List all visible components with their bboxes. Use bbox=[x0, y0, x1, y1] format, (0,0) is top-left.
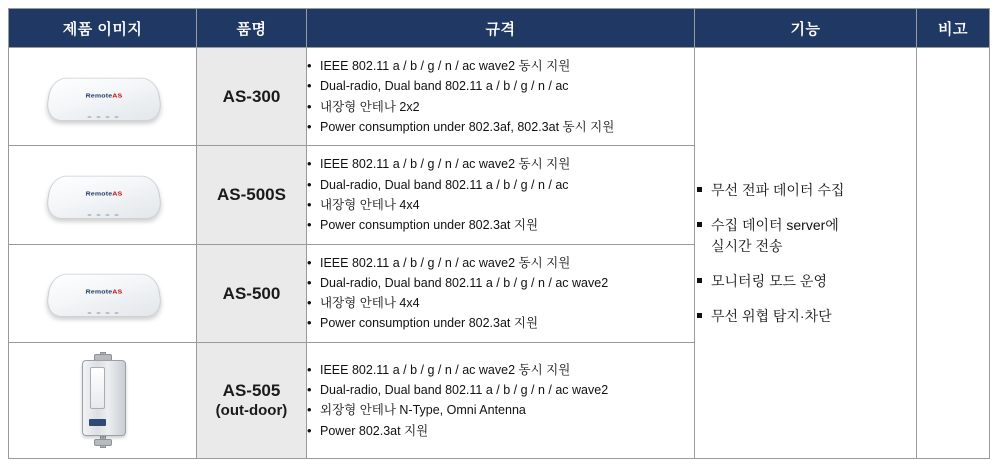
spec-item: • Power consumption under 802.3at 지원 bbox=[307, 215, 694, 235]
brand-label: RemoteAS bbox=[84, 93, 123, 99]
spec-list bbox=[307, 360, 694, 441]
function-item-line1: 무선 위협 탐지·차단 bbox=[711, 307, 832, 324]
specification-cell bbox=[307, 146, 695, 244]
function-item-line1: 모니터링 모드 운영 bbox=[711, 272, 827, 289]
spec-list bbox=[307, 253, 694, 334]
spec-item: • Dual-radio, Dual band 802.11 a / b / g / n / ac bbox=[307, 175, 694, 195]
table-body bbox=[9, 48, 990, 459]
function-item bbox=[695, 180, 916, 201]
ap-body-shape bbox=[44, 77, 164, 120]
header-row bbox=[9, 9, 990, 48]
spec-item: • Power consumption under 802.3af, 802.3at 동시 지원 bbox=[307, 117, 694, 137]
spec-item: • IEEE 802.11 a / b / g / n / ac wave2 동시 지원 bbox=[307, 253, 694, 273]
spec-item: • IEEE 802.11 a / b / g / n / ac wave2 동시 지원 bbox=[307, 56, 694, 76]
function-item-line1: 무선 전파 데이터 수집 bbox=[711, 181, 845, 198]
product-image-cell bbox=[9, 48, 197, 146]
spec-item: • Dual-radio, Dual band 802.11 a / b / g / n / ac wave2 bbox=[307, 273, 694, 293]
function-item bbox=[695, 306, 916, 327]
spec-item: • IEEE 802.11 a / b / g / n / ac wave2 동시 지원 bbox=[307, 360, 694, 380]
product-table bbox=[8, 8, 990, 459]
table-row bbox=[9, 48, 990, 146]
ap-body-shape bbox=[44, 176, 164, 219]
brand-label: RemoteAS bbox=[84, 191, 123, 198]
brand-label: RemoteAS bbox=[84, 289, 123, 296]
spec-list bbox=[307, 154, 694, 235]
product-image-cell bbox=[9, 146, 197, 244]
led-indicators bbox=[87, 116, 118, 118]
product-name: AS-500 bbox=[222, 283, 281, 303]
specification-cell bbox=[307, 244, 695, 342]
spec-item: • Dual-radio, Dual band 802.11 a / b / g / n / ac wave2 bbox=[307, 380, 694, 400]
header-product-name: 품명 bbox=[197, 9, 307, 48]
product-name: AS-505 bbox=[222, 381, 281, 401]
table-header bbox=[9, 9, 990, 48]
ap-body-shape bbox=[44, 274, 164, 317]
function-item-line1: 수집 데이터 server에 bbox=[711, 216, 839, 233]
function-list bbox=[695, 180, 916, 327]
product-name-cell bbox=[197, 48, 307, 146]
header-product-image: 제품 이미지 bbox=[9, 9, 197, 48]
function-item bbox=[695, 271, 916, 292]
indoor-access-point-icon bbox=[40, 66, 166, 128]
spec-item: • Dual-radio, Dual band 802.11 a / b / g / n / ac bbox=[307, 76, 694, 96]
spec-item: • Power 802.3at 지원 bbox=[307, 421, 694, 441]
outdoor-access-point-icon bbox=[73, 352, 133, 448]
product-name-cell bbox=[197, 146, 307, 244]
specification-cell bbox=[307, 48, 695, 146]
outdoor-enclosure-shape bbox=[82, 360, 126, 436]
pole-cap-bottom bbox=[94, 439, 112, 446]
product-name-cell bbox=[197, 342, 307, 458]
spec-list bbox=[307, 56, 694, 137]
spec-item: • 내장형 안테나 2x2 bbox=[307, 97, 694, 117]
specification-cell bbox=[307, 342, 695, 458]
header-function: 기능 bbox=[695, 9, 917, 48]
product-name-cell bbox=[197, 244, 307, 342]
spec-item: • IEEE 802.11 a / b / g / n / ac wave2 동시 지원 bbox=[307, 154, 694, 174]
spec-item: • 내장형 안테나 4x4 bbox=[307, 293, 694, 313]
product-image-cell bbox=[9, 342, 197, 458]
product-image-cell bbox=[9, 244, 197, 342]
led-indicators bbox=[87, 312, 118, 314]
spec-item: • 내장형 안테나 4x4 bbox=[307, 195, 694, 215]
function-item-line2: 실시간 전송 bbox=[711, 237, 783, 254]
product-name: AS-500S bbox=[217, 185, 286, 205]
product-name-sub: (out-door) bbox=[215, 401, 288, 419]
header-specification: 규격 bbox=[307, 9, 695, 48]
indoor-access-point-icon bbox=[40, 164, 166, 226]
spec-item: • Power consumption under 802.3at 지원 bbox=[307, 313, 694, 333]
led-indicators bbox=[87, 214, 118, 216]
product-name: AS-300 bbox=[222, 87, 281, 106]
spec-item: • 외장형 안테나 N-Type, Omni Antenna bbox=[307, 400, 694, 420]
function-item bbox=[695, 215, 916, 257]
function-cell bbox=[695, 48, 917, 459]
header-note: 비고 bbox=[917, 9, 990, 48]
note-cell bbox=[917, 48, 990, 459]
indoor-access-point-icon bbox=[40, 262, 166, 324]
